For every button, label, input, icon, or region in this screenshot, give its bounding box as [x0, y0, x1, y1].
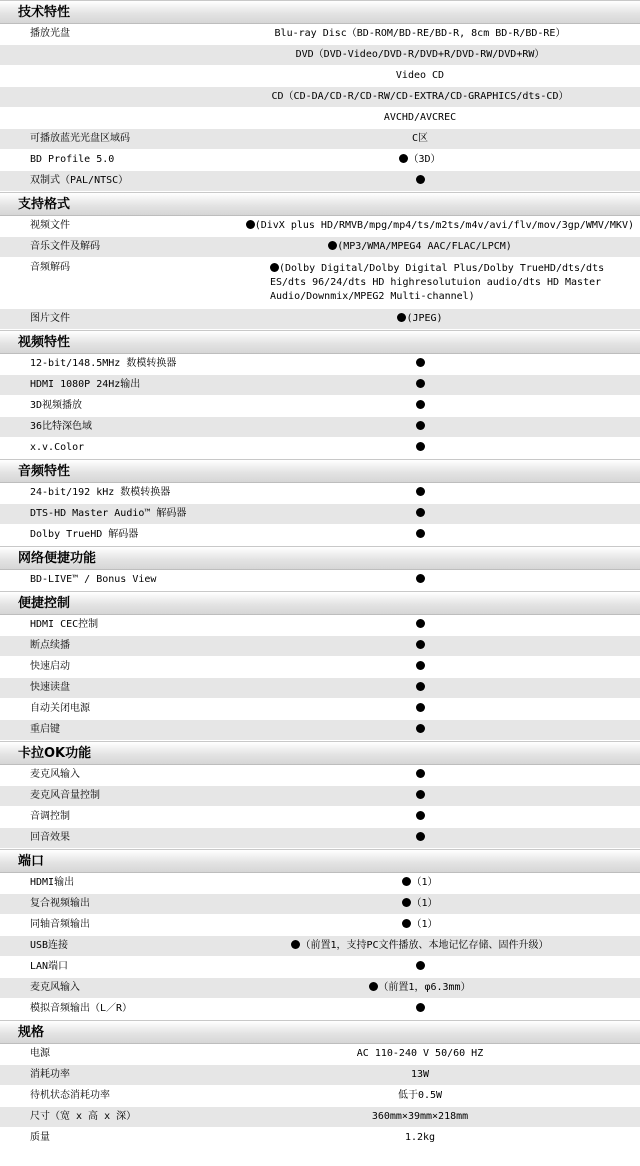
spec-value-text: （1）: [411, 919, 438, 930]
spec-row: [0, 129, 640, 150]
spec-value-text: 360mm×39mm×218mm: [371, 1111, 469, 1122]
spec-row: [0, 828, 640, 849]
spec-row: [0, 483, 640, 504]
spec-label: 回音效果: [30, 832, 70, 843]
spec-row: [0, 354, 640, 375]
spec-value-text: （3D）: [408, 154, 441, 165]
spec-label: [0, 66, 240, 86]
bullet-dot-icon: [416, 619, 425, 628]
spec-row: [0, 894, 640, 915]
spec-value: [240, 615, 640, 635]
spec-row: [0, 957, 640, 978]
spec-label: 双制式（PAL/NTSC）: [30, 175, 129, 186]
spec-label: 12-bit/148.5MHz 数模转换器: [30, 358, 177, 369]
spec-value: [240, 309, 640, 329]
spec-value: [240, 129, 640, 149]
bullet-dot-icon: [416, 529, 425, 538]
spec-value: [240, 396, 640, 416]
spec-row: [0, 915, 640, 936]
spec-value: [240, 828, 640, 848]
spec-label: 复合视频输出: [30, 898, 90, 909]
spec-value: [240, 87, 640, 107]
spec-label: 同轴音频输出: [30, 919, 90, 930]
spec-label: [0, 108, 240, 128]
spec-label: 3D视频播放: [30, 400, 83, 411]
spec-value: [240, 786, 640, 806]
spec-row: [0, 87, 640, 108]
spec-label: 待机状态消耗功率: [30, 1090, 110, 1101]
section-header: 技术特性: [0, 0, 640, 24]
spec-label: 播放光盘: [30, 28, 70, 39]
spec-value-text: CD（CD-DA/CD-R/CD-RW/CD-EXTRA/CD-GRAPHICS/dts-CD）: [271, 91, 569, 102]
spec-value-text: C区: [411, 133, 429, 144]
section-header: 支持格式: [0, 192, 640, 216]
spec-value: [240, 699, 640, 719]
spec-row: [0, 1065, 640, 1086]
spec-value: [240, 171, 640, 191]
spec-value-text: (DivX plus HD/RMVB/mpg/mp4/ts/m2ts/m4v/avi/flv/mov/3gp/WMV/MKV): [254, 220, 634, 231]
spec-value: [240, 438, 640, 458]
spec-value: [240, 915, 640, 935]
spec-value: [240, 894, 640, 914]
spec-row: [0, 417, 640, 438]
spec-value: [240, 258, 640, 308]
spec-value: [240, 375, 640, 395]
spec-value: [240, 1044, 640, 1064]
bullet-dot-icon: [416, 1003, 425, 1012]
spec-value: [240, 720, 640, 740]
bullet-dot-icon: [416, 769, 425, 778]
spec-row: [0, 237, 640, 258]
spec-label: LAN端口: [30, 961, 69, 972]
spec-value-text: Blu-ray Disc（BD-ROM/BD-RE/BD-R, 8cm BD-R/BD-RE）: [274, 28, 566, 39]
spec-label: x.v.Color: [30, 442, 85, 453]
spec-value: [240, 354, 640, 374]
bullet-dot-icon: [416, 724, 425, 733]
spec-label: Dolby TrueHD 解码器: [30, 529, 139, 540]
spec-row: [0, 765, 640, 786]
spec-value-text: （1）: [411, 898, 438, 909]
spec-label: 视频文件: [30, 220, 70, 231]
spec-row: [0, 720, 640, 741]
spec-row: [0, 1128, 640, 1149]
spec-row: [0, 1086, 640, 1107]
bullet-dot-icon: [416, 640, 425, 649]
bullet-dot-icon: [416, 790, 425, 799]
bullet-dot-icon: [416, 487, 425, 496]
spec-value: [240, 1086, 640, 1106]
spec-value-text: (Dolby Digital/Dolby Digital Plus/Dolby TrueHD/dts/dts ES/dts 96/24/dts HD highresolutuion audio/dts HD Master Audio/Downmix/MPEG2 Multi-channel): [270, 263, 605, 302]
spec-row: [0, 396, 640, 417]
spec-label: 模拟音频输出（L／R）: [30, 1003, 133, 1014]
spec-value: [240, 873, 640, 893]
spec-value: [240, 657, 640, 677]
bullet-dot-icon: [416, 358, 425, 367]
spec-value: [240, 1065, 640, 1085]
spec-label: 音乐文件及解码: [30, 241, 100, 252]
bullet-dot-icon: [416, 682, 425, 691]
spec-row: [0, 873, 640, 894]
spec-value: [240, 765, 640, 785]
spec-value-text: （前置1，支持PC文件播放、本地记忆存储、固件升级）: [300, 940, 549, 951]
spec-value-text: Video CD: [395, 70, 445, 81]
section-header: 便捷控制: [0, 591, 640, 615]
spec-row: [0, 438, 640, 459]
bullet-dot-icon: [270, 263, 279, 272]
bullet-dot-icon: [416, 400, 425, 409]
spec-row: [0, 978, 640, 999]
spec-value: [240, 66, 640, 86]
spec-value-text: (JPEG): [406, 313, 443, 324]
spec-value: [240, 483, 640, 503]
spec-value: [240, 24, 640, 44]
spec-label: 可播放蓝光光盘区域码: [30, 133, 130, 144]
spec-label: 麦克风输入: [30, 982, 80, 993]
spec-label: 尺寸（宽 x 高 x 深）: [30, 1111, 137, 1122]
spec-row: [0, 678, 640, 699]
spec-label: 麦克风输入: [30, 769, 80, 780]
spec-value: [240, 978, 640, 998]
bullet-dot-icon: [328, 241, 337, 250]
spec-label: 重启键: [30, 724, 60, 735]
bullet-dot-icon: [416, 961, 425, 970]
bullet-dot-icon: [416, 832, 425, 841]
spec-label: 消耗功率: [30, 1069, 70, 1080]
section-header: 规格: [0, 1020, 640, 1044]
spec-value: [240, 807, 640, 827]
spec-label: 自动关闭电源: [30, 703, 90, 714]
spec-row: [0, 1107, 640, 1128]
spec-row: [0, 24, 640, 45]
spec-value: [240, 999, 640, 1019]
spec-row: [0, 636, 640, 657]
spec-label: HDMI CEC控制: [30, 619, 99, 630]
bullet-dot-icon: [416, 703, 425, 712]
spec-value: [240, 150, 640, 170]
spec-row: [0, 936, 640, 957]
spec-value: [240, 108, 640, 128]
spec-value-text: AVCHD/AVCREC: [383, 112, 457, 123]
spec-label: 快速启动: [30, 661, 70, 672]
spec-label: BD Profile 5.0: [30, 154, 115, 165]
spec-value-text: AC 110-240 V 50/60 HZ: [356, 1048, 484, 1059]
spec-label: 质量: [30, 1132, 50, 1143]
spec-value-text: 低于0.5W: [397, 1090, 443, 1101]
spec-label: 麦克风音量控制: [30, 790, 100, 801]
spec-row: [0, 807, 640, 828]
spec-value: [240, 216, 640, 236]
bullet-dot-icon: [246, 220, 255, 229]
spec-row: [0, 570, 640, 591]
spec-row: [0, 45, 640, 66]
section-header: 网络便捷功能: [0, 546, 640, 570]
spec-value: [240, 936, 640, 956]
bullet-dot-icon: [416, 508, 425, 517]
spec-row: [0, 375, 640, 396]
spec-label: 24-bit/192 kHz 数模转换器: [30, 487, 171, 498]
spec-row: [0, 525, 640, 546]
spec-value-text: (MP3/WMA/MPEG4 AAC/FLAC/LPCM): [337, 241, 512, 252]
bullet-dot-icon: [416, 811, 425, 820]
spec-value-text: DVD（DVD-Video/DVD-R/DVD+R/DVD-RW/DVD+RW）: [295, 49, 545, 60]
spec-value: [240, 504, 640, 524]
spec-row: [0, 1044, 640, 1065]
spec-value-text: 13W: [410, 1069, 430, 1080]
section-header: 视频特性: [0, 330, 640, 354]
spec-value: [240, 957, 640, 977]
spec-value: [240, 525, 640, 545]
spec-label: HDMI输出: [30, 877, 75, 888]
spec-label: 音频解码: [30, 262, 70, 273]
spec-label: DTS-HD Master Audio™ 解码器: [30, 508, 187, 519]
bullet-dot-icon: [416, 175, 425, 184]
spec-value: [240, 636, 640, 656]
spec-row: [0, 786, 640, 807]
spec-row: [0, 999, 640, 1020]
spec-label: USB连接: [30, 940, 69, 951]
bullet-dot-icon: [416, 574, 425, 583]
spec-label: [0, 87, 240, 107]
spec-row: [0, 66, 640, 87]
spec-value-text: （前置1，φ6.3mm）: [378, 982, 471, 993]
spec-value-text: （1）: [411, 877, 438, 888]
section-header: 端口: [0, 849, 640, 873]
spec-label: 快速读盘: [30, 682, 70, 693]
spec-row: [0, 150, 640, 171]
spec-value: [240, 237, 640, 257]
spec-row: [0, 216, 640, 237]
spec-row: [0, 171, 640, 192]
spec-label: [0, 45, 240, 65]
spec-label: 断点续播: [30, 640, 70, 651]
bullet-dot-icon: [416, 379, 425, 388]
spec-value: [240, 45, 640, 65]
spec-row: [0, 108, 640, 129]
spec-row: [0, 699, 640, 720]
bullet-dot-icon: [416, 421, 425, 430]
spec-value: [240, 570, 640, 590]
spec-label: HDMI 1080P 24Hz输出: [30, 379, 141, 390]
spec-label: 图片文件: [30, 313, 70, 324]
section-header: 音频特性: [0, 459, 640, 483]
spec-row: [0, 258, 640, 309]
spec-row: [0, 657, 640, 678]
spec-row: [0, 504, 640, 525]
spec-value: [240, 1128, 640, 1148]
spec-row: [0, 615, 640, 636]
bullet-dot-icon: [416, 661, 425, 670]
section-header: 卡拉OK功能: [0, 741, 640, 765]
spec-label: 音调控制: [30, 811, 70, 822]
spec-value: [240, 417, 640, 437]
spec-label: 36比特深色域: [30, 421, 93, 432]
spec-value-text: 1.2kg: [404, 1132, 436, 1143]
spec-value: [240, 1107, 640, 1127]
bullet-dot-icon: [416, 442, 425, 451]
spec-row: [0, 309, 640, 330]
spec-value: [240, 678, 640, 698]
spec-label: BD-LIVE™ / Bonus View: [30, 574, 157, 585]
spec-label: 电源: [30, 1048, 50, 1059]
